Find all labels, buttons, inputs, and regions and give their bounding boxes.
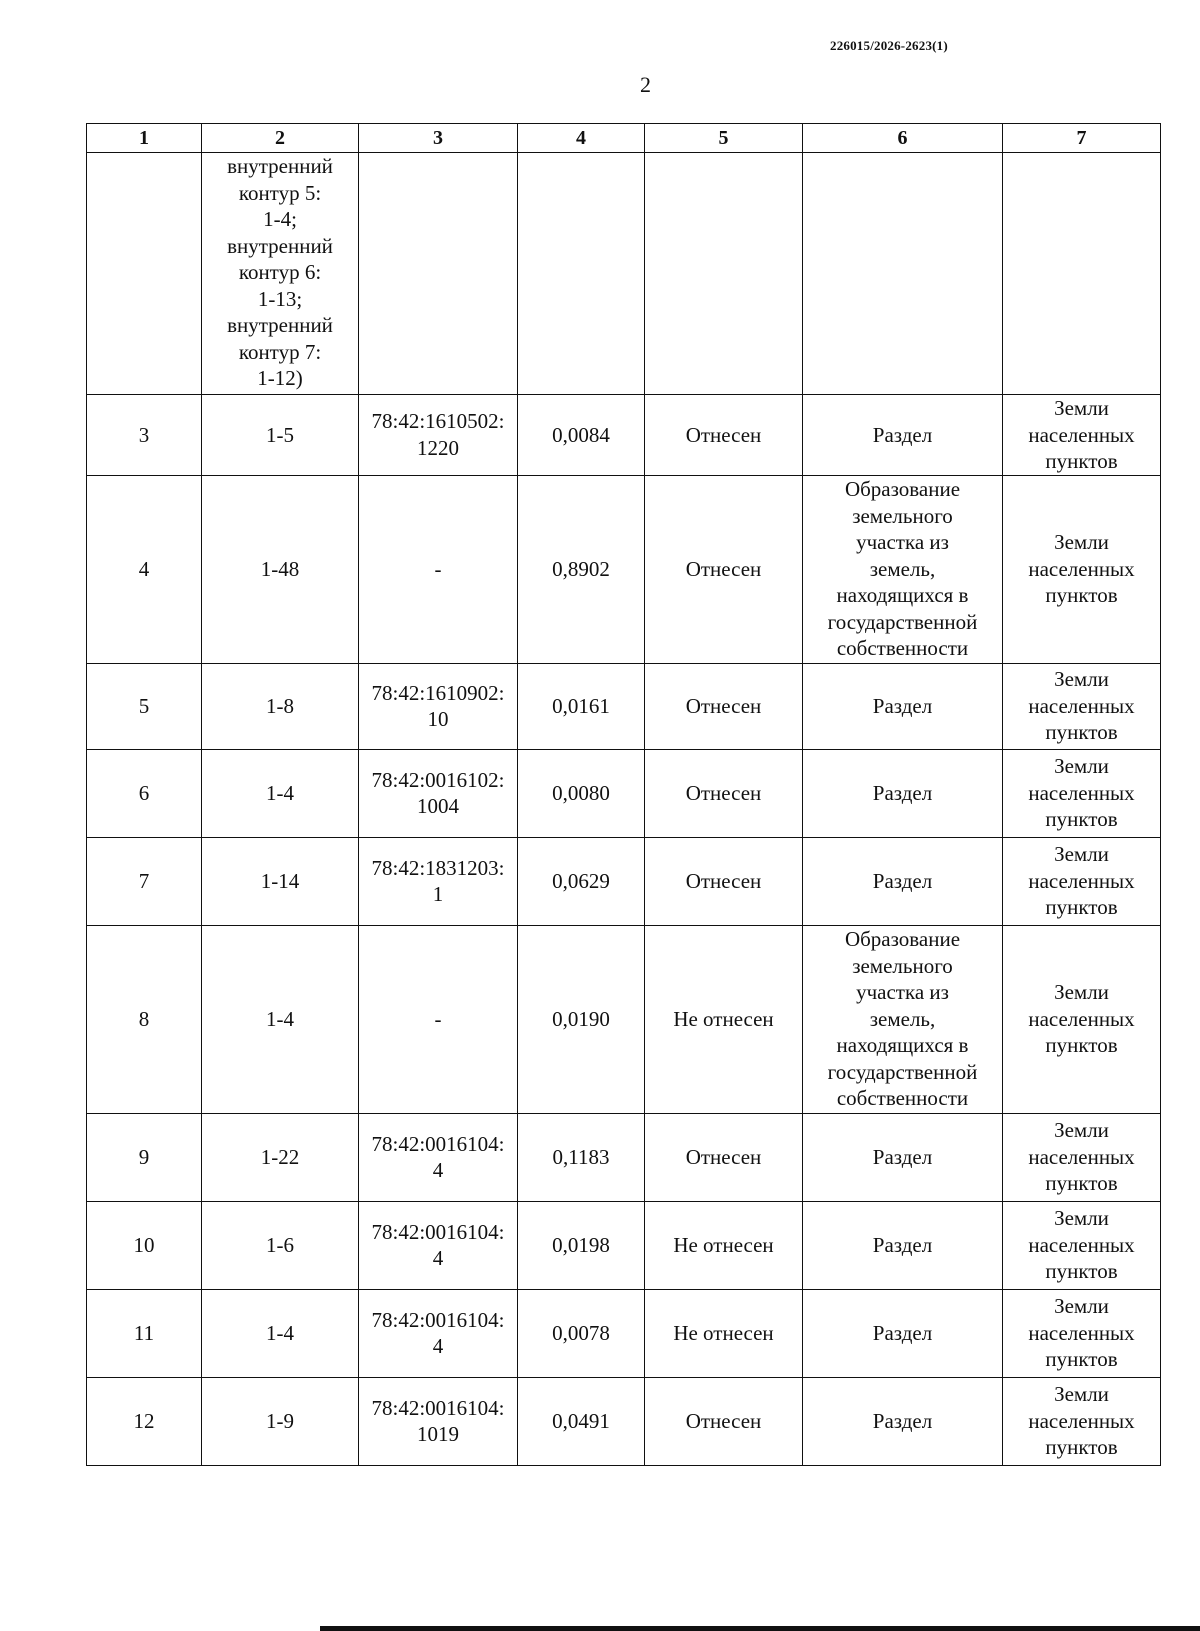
points-cell: 1-4 xyxy=(202,1289,359,1377)
column-header: 6 xyxy=(803,124,1003,153)
status-cell: Отнесен xyxy=(645,837,803,925)
table-row xyxy=(87,1201,1161,1289)
column-header: 4 xyxy=(518,124,645,153)
cadastral-number-cell: - xyxy=(359,475,518,663)
column-header: 5 xyxy=(645,124,803,153)
category-cell: Земли населенных пунктов xyxy=(1003,663,1161,749)
method-cell: Раздел xyxy=(803,1377,1003,1465)
status-cell: Не отнесен xyxy=(645,1201,803,1289)
area-cell: 0,1183 xyxy=(518,1113,645,1201)
table-cell xyxy=(1003,153,1161,395)
table-row xyxy=(87,925,1161,1113)
area-cell: 0,0629 xyxy=(518,837,645,925)
table-row xyxy=(87,663,1161,749)
row-number-cell: 4 xyxy=(87,475,202,663)
status-cell: Отнесен xyxy=(645,1113,803,1201)
points-cell: 1-8 xyxy=(202,663,359,749)
category-cell: Земли населенных пунктов xyxy=(1003,1201,1161,1289)
points-cell: 1-22 xyxy=(202,1113,359,1201)
row-number-cell: 5 xyxy=(87,663,202,749)
row-number-cell: 11 xyxy=(87,1289,202,1377)
area-cell: 0,0161 xyxy=(518,663,645,749)
status-cell: Не отнесен xyxy=(645,1289,803,1377)
points-cell: 1-9 xyxy=(202,1377,359,1465)
points-cell: 1-14 xyxy=(202,837,359,925)
column-header: 3 xyxy=(359,124,518,153)
row-number-cell: 3 xyxy=(87,395,202,476)
cadastral-number-cell: - xyxy=(359,925,518,1113)
row-number-cell: 7 xyxy=(87,837,202,925)
points-cell: 1-6 xyxy=(202,1201,359,1289)
table-row xyxy=(87,749,1161,837)
category-cell: Земли населенных пунктов xyxy=(1003,395,1161,476)
status-cell: Отнесен xyxy=(645,395,803,476)
area-cell: 0,0080 xyxy=(518,749,645,837)
row-number-cell: 10 xyxy=(87,1201,202,1289)
cadastral-number-cell: 78:42:0016102: 1004 xyxy=(359,749,518,837)
cadastral-number-cell: 78:42:1831203: 1 xyxy=(359,837,518,925)
land-plots-table xyxy=(86,123,1161,1466)
table-row xyxy=(87,1113,1161,1201)
method-cell: Раздел xyxy=(803,749,1003,837)
method-cell: Образование земельного участка из земель, находящихся в государственной собственности xyxy=(803,925,1003,1113)
method-cell: Образование земельного участка из земель, находящихся в государственной собственности xyxy=(803,475,1003,663)
category-cell: Земли населенных пунктов xyxy=(1003,837,1161,925)
area-cell: 0,0491 xyxy=(518,1377,645,1465)
method-cell: Раздел xyxy=(803,1113,1003,1201)
document-number: 226015/2026-2623(1) xyxy=(830,38,948,53)
status-cell: Отнесен xyxy=(645,1377,803,1465)
method-cell: Раздел xyxy=(803,663,1003,749)
scan-bottom-edge xyxy=(320,1626,1200,1631)
area-cell: 0,8902 xyxy=(518,475,645,663)
area-cell: 0,0078 xyxy=(518,1289,645,1377)
table-cell xyxy=(359,153,518,395)
cadastral-number-cell: 78:42:0016104: 4 xyxy=(359,1201,518,1289)
page-number: 2 xyxy=(640,72,651,97)
row-number-cell: 12 xyxy=(87,1377,202,1465)
status-cell: Отнесен xyxy=(645,663,803,749)
continuation-row xyxy=(87,153,1161,395)
points-cell: 1-48 xyxy=(202,475,359,663)
method-cell: Раздел xyxy=(803,1289,1003,1377)
column-header: 1 xyxy=(87,124,202,153)
table-cell xyxy=(87,153,202,395)
category-cell: Земли населенных пунктов xyxy=(1003,749,1161,837)
category-cell: Земли населенных пунктов xyxy=(1003,925,1161,1113)
row-number-cell: 9 xyxy=(87,1113,202,1201)
status-cell: Не отнесен xyxy=(645,925,803,1113)
category-cell: Земли населенных пунктов xyxy=(1003,1289,1161,1377)
status-cell: Отнесен xyxy=(645,475,803,663)
points-cell: 1-4 xyxy=(202,749,359,837)
table-row xyxy=(87,475,1161,663)
area-cell: 0,0084 xyxy=(518,395,645,476)
column-number-header-row xyxy=(87,124,1161,153)
points-cell: 1-4 xyxy=(202,925,359,1113)
column-header: 2 xyxy=(202,124,359,153)
row-number-cell: 6 xyxy=(87,749,202,837)
table-cell xyxy=(803,153,1003,395)
area-cell: 0,0190 xyxy=(518,925,645,1113)
cadastral-number-cell: 78:42:0016104: 4 xyxy=(359,1113,518,1201)
area-cell: 0,0198 xyxy=(518,1201,645,1289)
table-row xyxy=(87,1289,1161,1377)
table-row xyxy=(87,1377,1161,1465)
category-cell: Земли населенных пунктов xyxy=(1003,1377,1161,1465)
method-cell: Раздел xyxy=(803,395,1003,476)
points-cell: внутренний контур 5: 1-4; внутренний контур 6: 1-13; внутренний контур 7: 1-12) xyxy=(202,153,359,395)
table-row xyxy=(87,395,1161,476)
table-cell xyxy=(645,153,803,395)
table-row xyxy=(87,837,1161,925)
column-header: 7 xyxy=(1003,124,1161,153)
method-cell: Раздел xyxy=(803,837,1003,925)
method-cell: Раздел xyxy=(803,1201,1003,1289)
points-cell: 1-5 xyxy=(202,395,359,476)
cadastral-number-cell: 78:42:0016104: 1019 xyxy=(359,1377,518,1465)
category-cell: Земли населенных пунктов xyxy=(1003,1113,1161,1201)
category-cell: Земли населенных пунктов xyxy=(1003,475,1161,663)
cadastral-number-cell: 78:42:1610502: 1220 xyxy=(359,395,518,476)
cadastral-number-cell: 78:42:0016104: 4 xyxy=(359,1289,518,1377)
status-cell: Отнесен xyxy=(645,749,803,837)
cadastral-number-cell: 78:42:1610902: 10 xyxy=(359,663,518,749)
row-number-cell: 8 xyxy=(87,925,202,1113)
table-cell xyxy=(518,153,645,395)
